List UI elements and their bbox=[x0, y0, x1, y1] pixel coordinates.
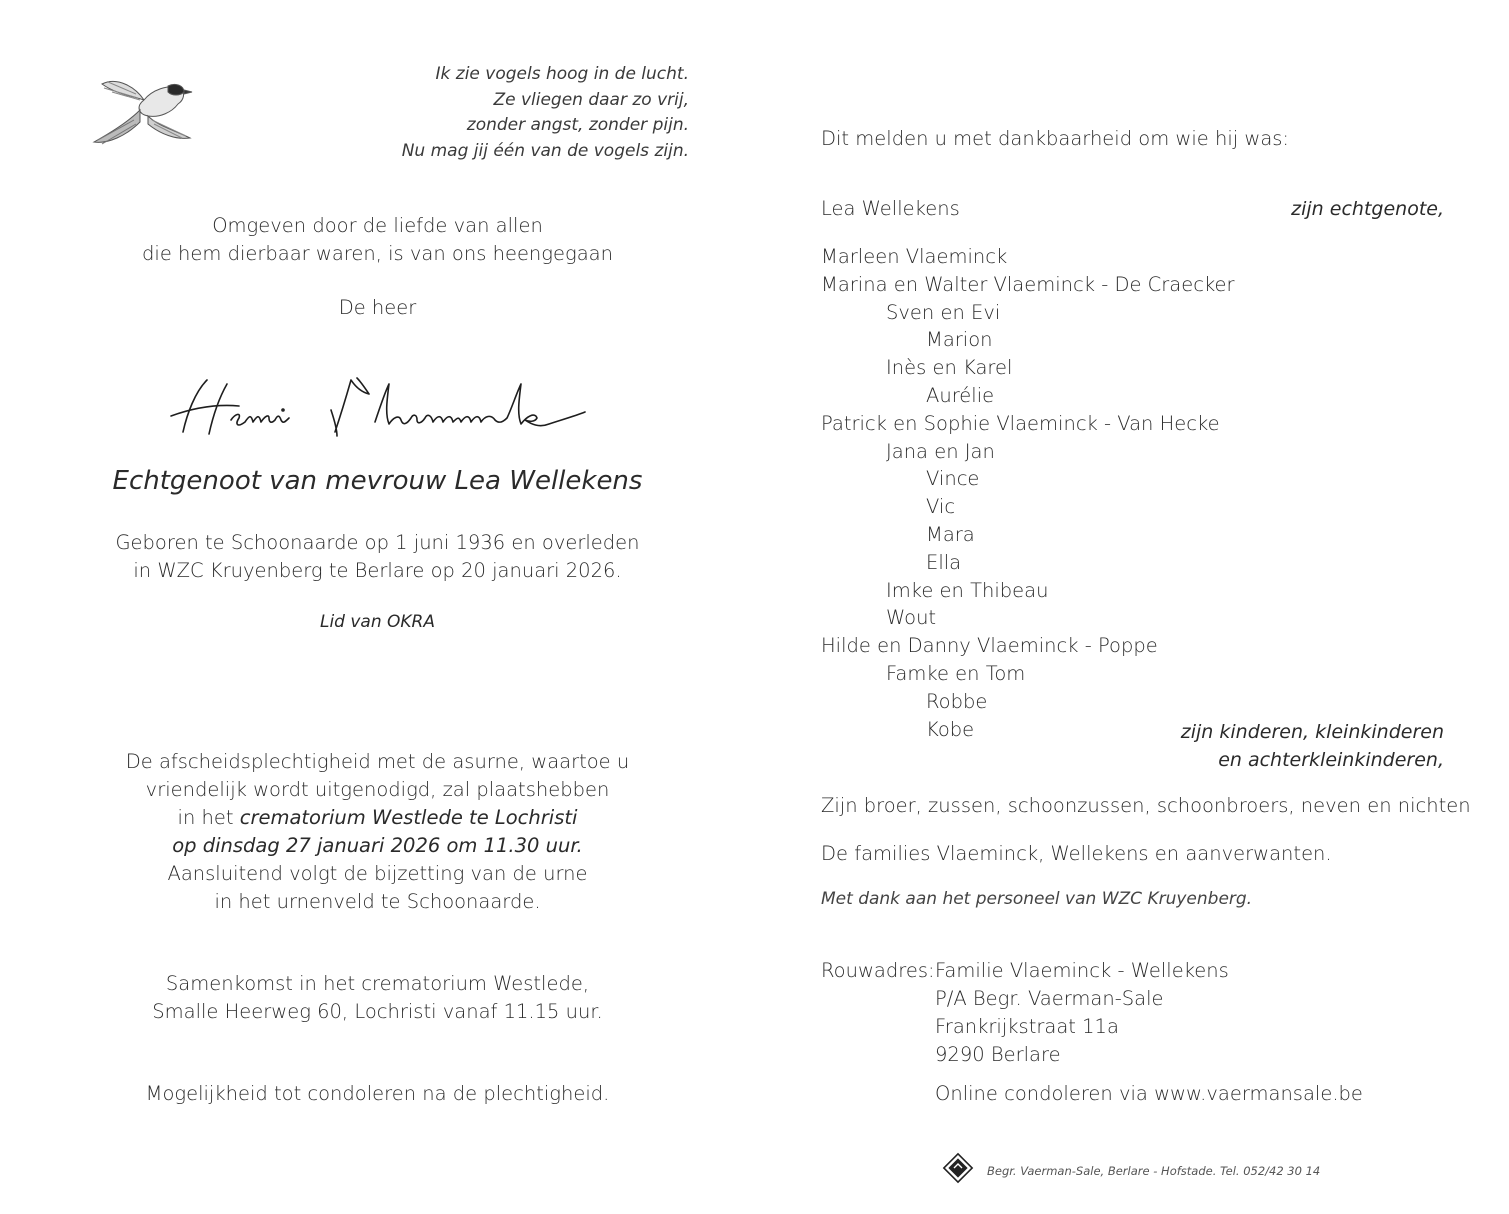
family-member: Kobe bbox=[926, 717, 975, 741]
family-member: Wout bbox=[886, 606, 937, 630]
family-member: Sven en Evi bbox=[886, 300, 1001, 324]
address-recipient: Familie Vlaeminck - Wellekens bbox=[935, 959, 1229, 982]
family-member: Marina en Walter Vlaeminck - De Craecker bbox=[821, 272, 1235, 296]
children-role-line: en achterkleinkinderen, bbox=[1218, 749, 1444, 771]
thanks-intro: Dit melden u met dankbaarheid om wie hij was: bbox=[821, 127, 1289, 150]
address-line: Frankrijkstraat 11a bbox=[935, 1015, 1119, 1038]
address-label: Rouwadres: bbox=[821, 959, 935, 982]
family-member: Famke en Tom bbox=[886, 662, 1026, 685]
family-member: Vince bbox=[926, 467, 980, 491]
intro-line: Omgeven door de liefde van allen bbox=[212, 214, 543, 237]
wife-name: Lea Wellekens bbox=[821, 197, 960, 220]
mourning-address bbox=[821, 957, 1229, 1069]
ceremony-line: in het urnenveld te Schoonaarde. bbox=[214, 890, 541, 913]
ceremony-info bbox=[90, 748, 665, 916]
meeting-info bbox=[90, 970, 665, 1026]
deceased-name-signature bbox=[165, 370, 595, 450]
children-role bbox=[1181, 718, 1444, 774]
ceremony-datetime bbox=[90, 832, 665, 860]
children-role-line: zijn kinderen, kleinkinderen bbox=[1180, 721, 1444, 743]
ceremony-location: crematorium Westlede te Lochristi bbox=[239, 806, 578, 829]
intro-line: die hem dierbaar waren, is van ons heengegaan bbox=[142, 242, 613, 265]
staff-thanks: Met dank aan het personeel van WZC Kruyenberg. bbox=[821, 889, 1253, 909]
ceremony-datetime-text: op dinsdag 27 januari 2026 om 11.30 uur. bbox=[172, 834, 583, 857]
family-member: Marion bbox=[926, 328, 993, 352]
address-line: 9290 Berlare bbox=[935, 1043, 1061, 1066]
poem-line: Ik zie vogels hoog in de lucht. bbox=[435, 64, 689, 84]
family-member: Vic bbox=[926, 495, 956, 519]
family-member: Patrick en Sophie Vlaeminck - Van Hecke bbox=[821, 411, 1220, 435]
funeral-home-logo-icon bbox=[942, 1152, 976, 1186]
ceremony-prefix: in het bbox=[177, 806, 240, 829]
family-member: Aurélie bbox=[926, 384, 995, 407]
death-line: in WZC Kruyenberg te Berlare op 20 januari 2026. bbox=[133, 559, 622, 582]
intro-text bbox=[100, 212, 655, 268]
family-member: Ella bbox=[926, 550, 962, 574]
family-member: Jana en Jan bbox=[886, 439, 995, 463]
wife-role: zijn echtgenote, bbox=[1291, 198, 1444, 220]
poem-line: Nu mag jij één van de vogels zijn. bbox=[401, 140, 689, 161]
ceremony-line: Aansluitend volgt de bijzetting van de urne bbox=[167, 862, 588, 885]
membership: Lid van OKRA bbox=[319, 612, 435, 632]
families-line: De families Vlaeminck, Wellekens en aanverwanten. bbox=[821, 842, 1332, 865]
family-member: Imke en Thibeau bbox=[886, 578, 1049, 602]
birth-death-info bbox=[80, 529, 675, 585]
relatives-line: Zijn broer, zussen, schoonzussen, schoonbroers, neven en nichten bbox=[821, 794, 1471, 817]
online-condolence: Online condoleren via www.vaermansale.be bbox=[935, 1082, 1363, 1105]
bird-illustration bbox=[88, 66, 200, 158]
meeting-line: Samenkomst in het crematorium Westlede, bbox=[165, 972, 590, 995]
poem-line: Ze vliegen daar zo vrij, bbox=[493, 89, 689, 110]
poem bbox=[309, 62, 689, 164]
birth-line: Geboren te Schoonaarde op 1 juni 1936 en overleden bbox=[115, 531, 640, 554]
spouse-line: Echtgenoot van mevrouw Lea Wellekens bbox=[112, 466, 643, 496]
ceremony-line: vriendelijk wordt uitgenodigd, zal plaatshebben bbox=[145, 778, 610, 801]
family-member: Mara bbox=[926, 523, 975, 546]
address-line: P/A Begr. Vaerman-Sale bbox=[935, 987, 1164, 1010]
family-member: Robbe bbox=[926, 689, 988, 713]
family-member: Inès en Karel bbox=[886, 356, 1013, 380]
family-member: Hilde en Danny Vlaeminck - Poppe bbox=[821, 634, 1158, 658]
footer-funeral-home: Begr. Vaerman-Sale, Berlare - Hofstade. Tel. 052/42 30 14 bbox=[987, 1164, 1321, 1178]
condolence-note: Mogelijkheid tot condoleren na de plechtigheid. bbox=[145, 1082, 610, 1105]
address-line bbox=[821, 957, 1229, 985]
ceremony-line bbox=[90, 804, 665, 832]
family-member: Marleen Vlaeminck bbox=[821, 245, 1008, 268]
poem-line: zonder angst, zonder pijn. bbox=[466, 115, 689, 135]
ceremony-line: De afscheidsplechtigheid met de asurne, waartoe u bbox=[125, 750, 630, 773]
title-honorific: De heer bbox=[338, 296, 417, 319]
meeting-line: Smalle Heerweg 60, Lochristi vanaf 11.15 uur. bbox=[152, 1000, 603, 1023]
